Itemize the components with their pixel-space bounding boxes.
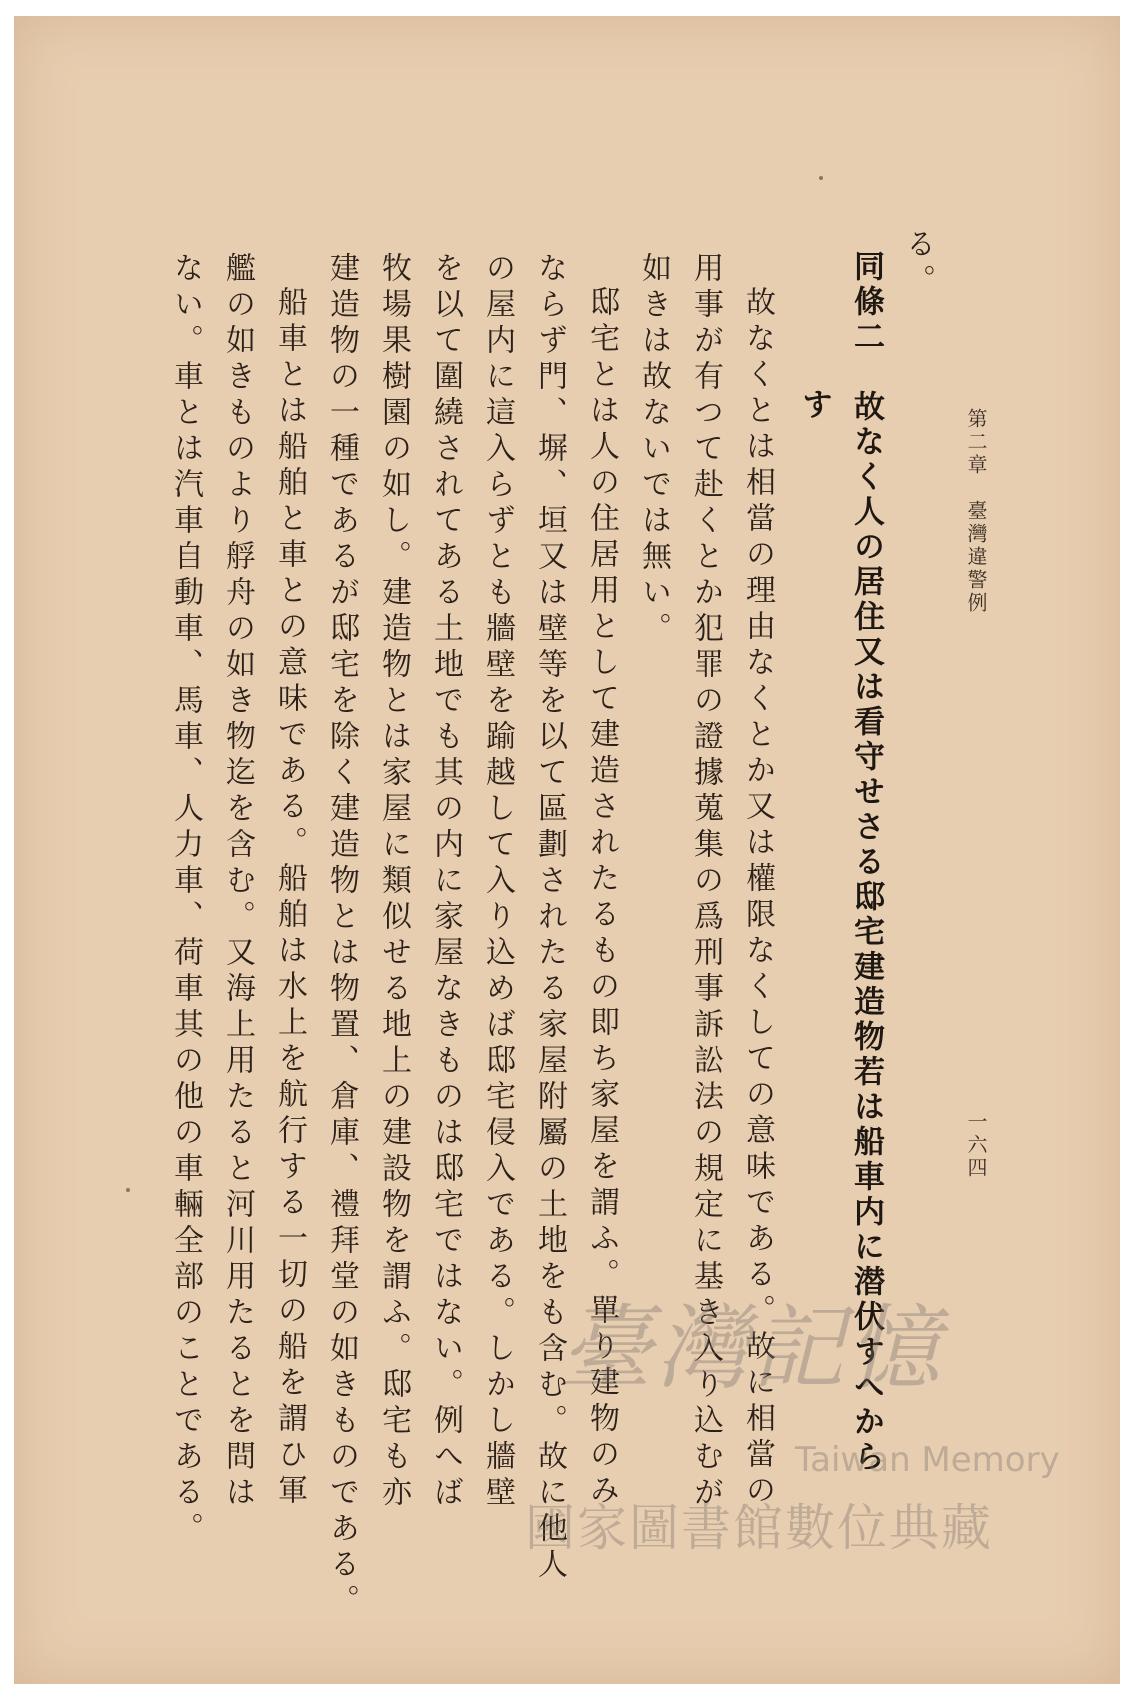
text-column-10: を以て圍繞されてある土地でも其の内に家屋なきものは邸宅ではない。例へば	[428, 252, 463, 1512]
article-heading-continued: す	[796, 388, 832, 423]
watermark-logo-chinese: 臺灣記憶	[560, 1295, 945, 1402]
text-column-6: 如きは故ないでは無い。	[636, 252, 671, 648]
text-column-7: 邸宅とは人の住居用として建造されたるもの即ち家屋を謂ふ。單り建物のみ	[584, 286, 619, 1510]
book-page	[14, 16, 1120, 1684]
text-column-8: ならず門、塀、垣又は壁等を以て區劃されたる家屋附屬の土地をも含む。故に他人	[532, 252, 567, 1584]
watermark-logo-english: Taiwan Memory	[795, 1440, 1060, 1480]
running-title: 第二章 臺灣違警例	[964, 408, 988, 615]
page-number: 一六四	[964, 1111, 988, 1180]
article-heading: 同條二 故なく人の居住又は看守せさる邸宅建造物若は船車内に潜伏すへから	[848, 250, 884, 1475]
text-column-14: 艦の如きものより艀舟の如き物迄を含む。又海上用たると河川用たるとを問は	[220, 252, 255, 1512]
text-column-13: 船車とは船舶と車との意味である。船舶は水上を航行する一切の船を謂ひ軍	[272, 286, 307, 1510]
text-column-15: ない。車とは汽車自動車、馬車、人力車、荷車其の他の車輛全部のことである。	[168, 252, 203, 1548]
text-column-11: 牧場果樹園の如し。建造物とは家屋に類似せる地上の建設物を謂ふ。邸宅も亦	[376, 252, 411, 1512]
text-column-12: 建造物の一種であるが邸宅を除く建造物とは物置、倉庫、禮拜堂の如きものである。	[324, 252, 359, 1620]
text-column-5: 用事が有つて赴くとか犯罪の證據蒐集の爲刑事訴訟法の規定に基き入り込むが	[688, 252, 723, 1512]
watermark-library-name: 國家圖書館數位典藏	[525, 1499, 993, 1557]
paper-speck	[126, 1188, 130, 1192]
paper-speck	[819, 176, 823, 180]
text-column-4: 故なくとは相當の理由なくとか又は權限なくしての意味である。故に相當の	[740, 286, 775, 1510]
text-column-9: の屋内に這入らずとも牆壁を踰越して入り込めば邸宅侵入である。しかし牆壁	[480, 252, 515, 1512]
text-column-1: る。	[900, 228, 935, 300]
